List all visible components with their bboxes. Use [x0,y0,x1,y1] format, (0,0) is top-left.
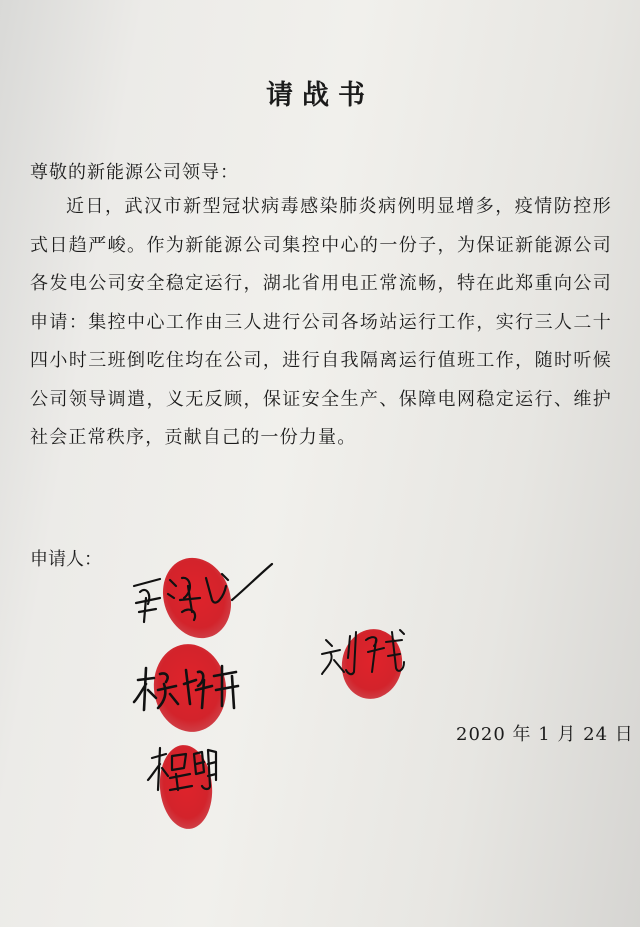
applicant-label: 申请人： [30,549,102,570]
fingerprint-3 [148,639,232,736]
letter-salutation: 尊敬的新能源公司领导： [30,162,239,183]
letter-date: 2020 年 1 月 24 日 [456,724,634,745]
letter-body: 近日，武汉市新型冠状病毒感染肺炎病例明显增多，疫情防控形式日趋严峻。作为新能源公司集控中心的一份子，为保证新能源公司各发电公司安全稳定运行，湖北省用电正常流畅，特在此郑重向公司申请：集控中心工作由三人进行公司各场站运行工作，实行三人二十四小时三班倒吃住均在公司，进行自我隔离运行值班工作，随时听候公司领导调遣，义无反顾，保证安全生产、保障电网稳定运行、维护社会正常秩序，贡献自己的一份力量。 [30,196,612,448]
letter-title: 请战书 [266,80,374,111]
